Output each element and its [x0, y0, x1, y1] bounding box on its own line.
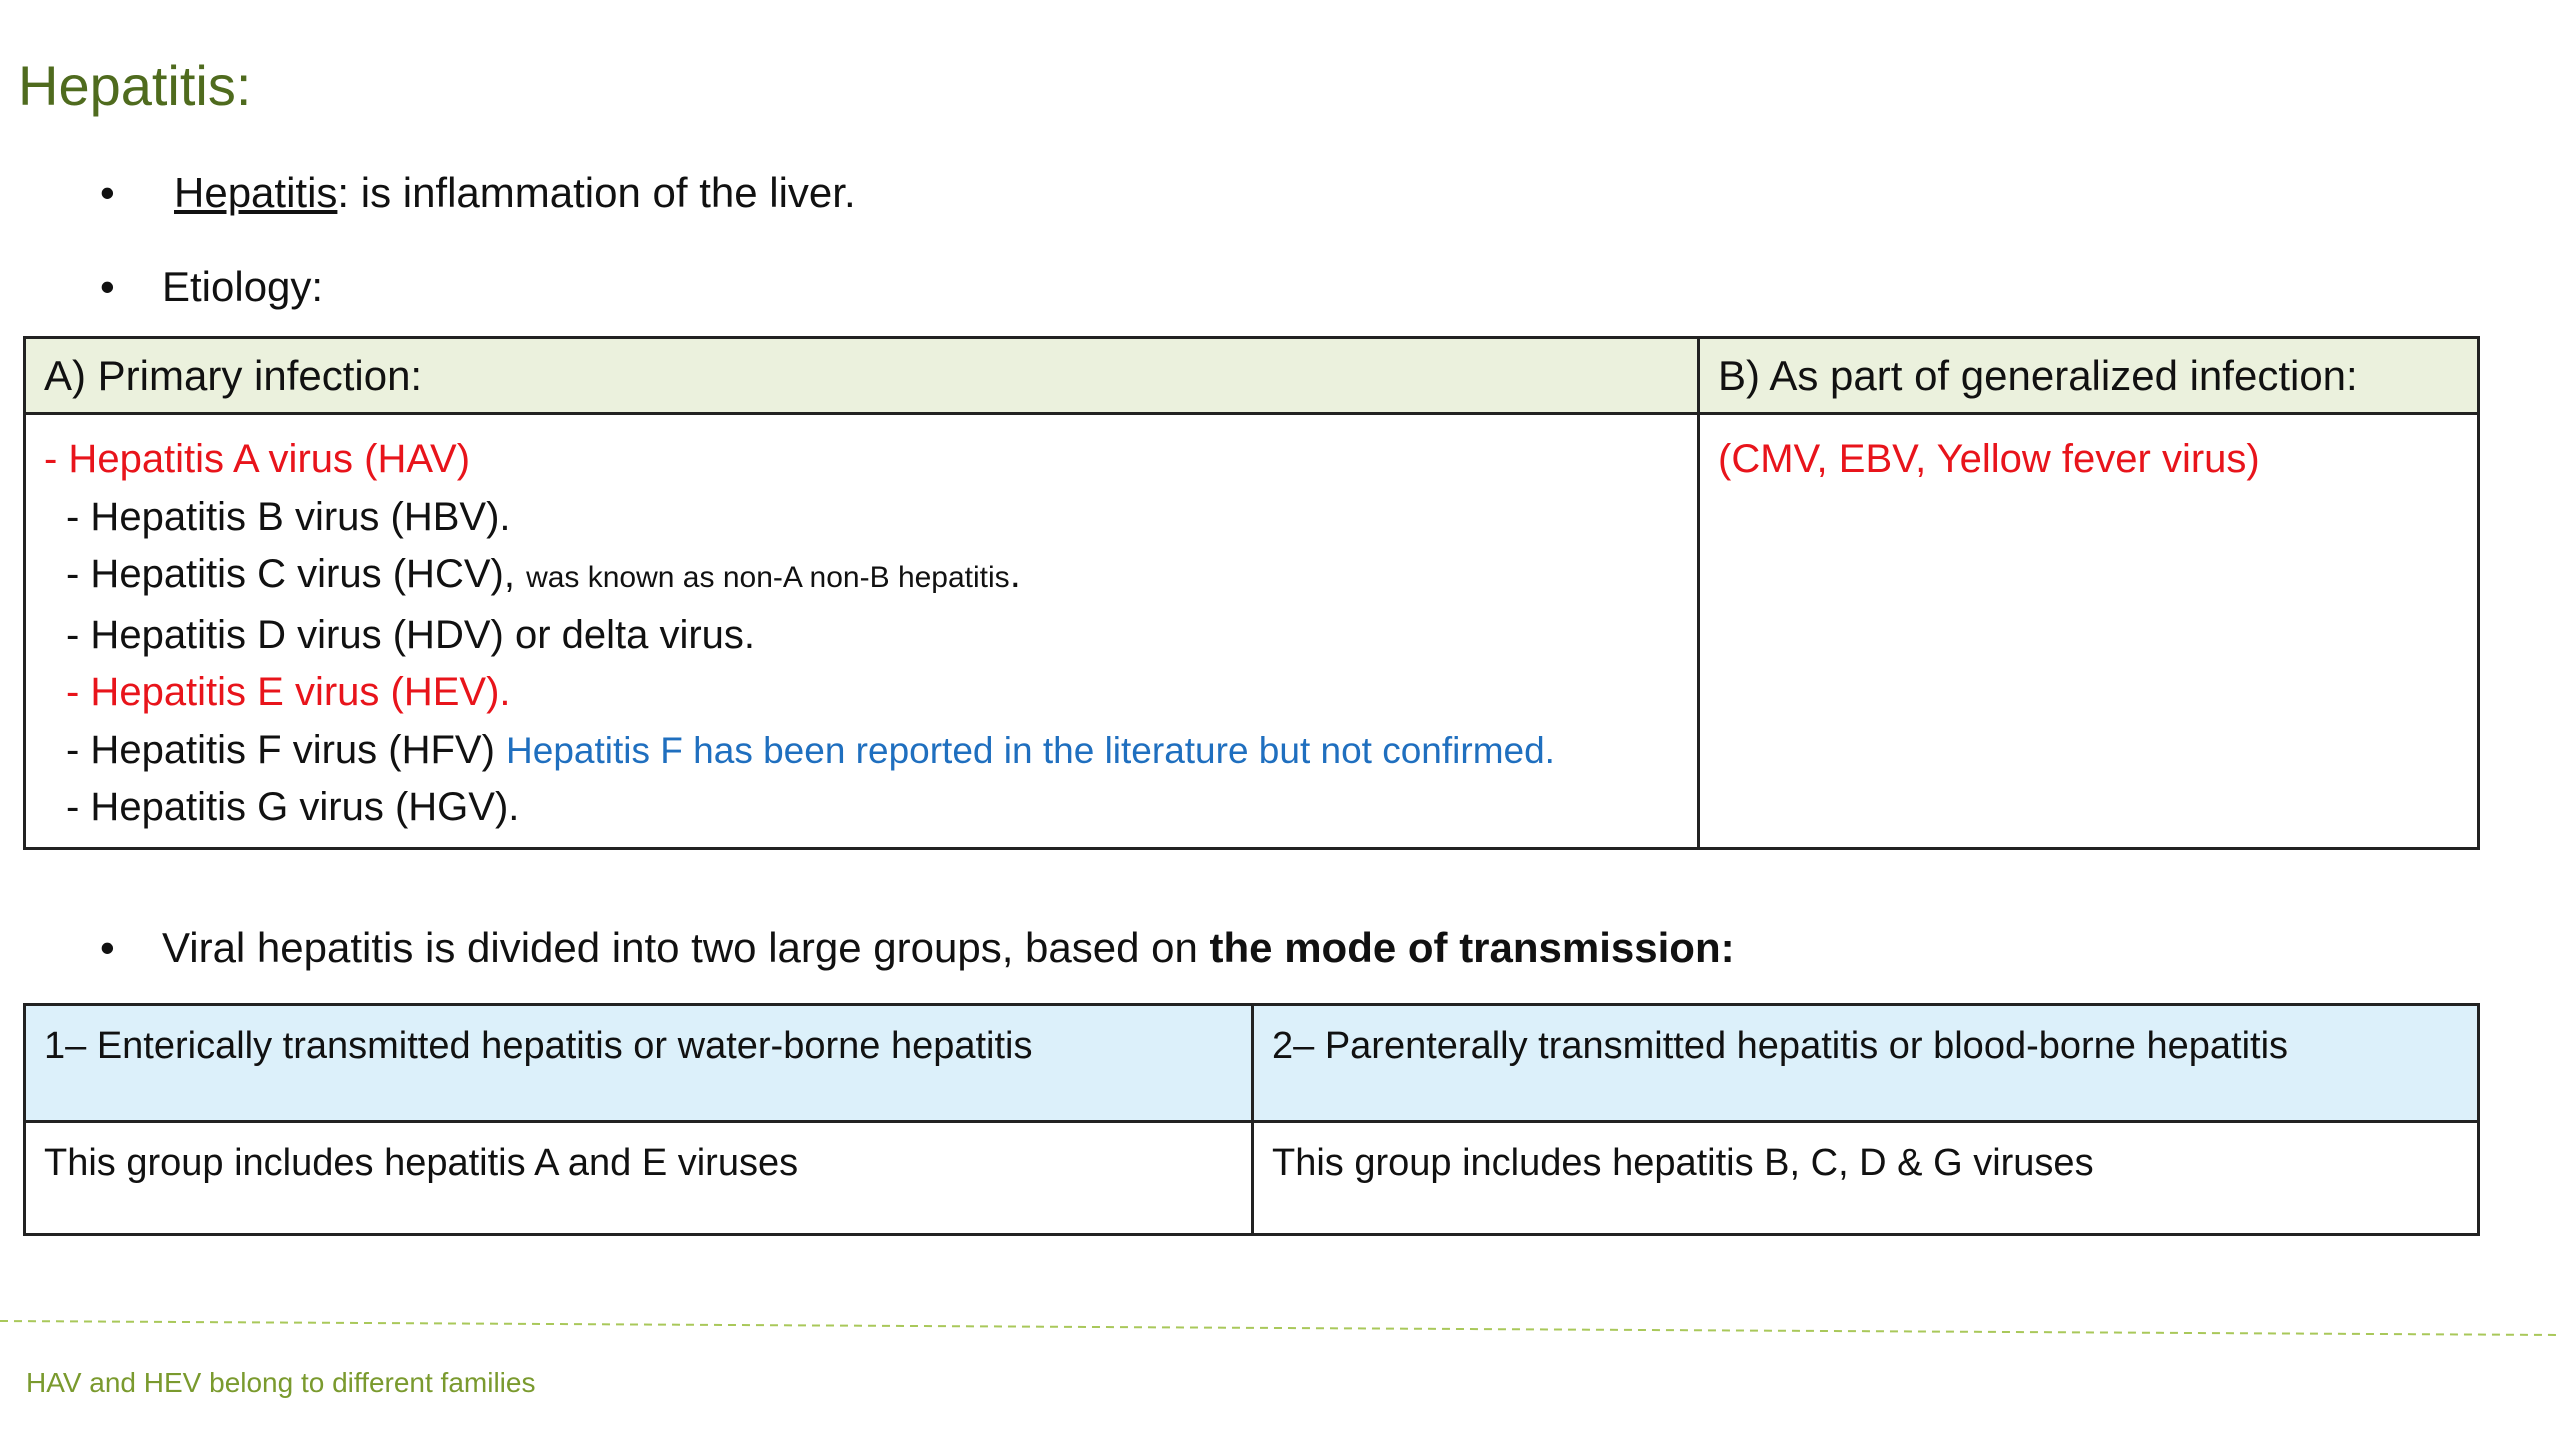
transmission-intro-text: Viral hepatitis is divided into two large groups, based on [162, 924, 1210, 971]
definition-text [174, 168, 856, 218]
slide-title: Hepatitis: [18, 54, 252, 117]
generalized-infection-viruses: (CMV, EBV, Yellow fever virus) [1718, 437, 2260, 481]
bullet-dot: • [100, 924, 115, 971]
virus-item-hcv-note: was known as non-A non-B hepatitis [526, 561, 1010, 594]
primary-infection-header: A) Primary infection: [25, 338, 1699, 414]
primary-infection-cell [25, 414, 1699, 849]
enteric-group-header: 1– Enterically transmitted hepatitis or water-borne hepatitis [25, 1005, 1253, 1122]
etiology-table [23, 336, 2480, 850]
generalized-infection-cell [1699, 414, 2479, 849]
virus-item-hcv-label: - Hepatitis C virus (HCV), [66, 552, 527, 596]
etiology-label: Etiology: [162, 263, 324, 310]
virus-item-hcv [44, 546, 1679, 607]
virus-item-hfv [44, 722, 1679, 780]
parenteral-group-cell: This group includes hepatitis B, C, D & G viruses [1253, 1122, 2479, 1235]
etiology-header-row [25, 338, 2479, 414]
transmission-table [23, 1003, 2480, 1236]
virus-item-hcv-end: . [1009, 552, 1021, 596]
transmission-header-row [25, 1005, 2479, 1122]
virus-item-hav: - Hepatitis A virus (HAV) [44, 437, 471, 481]
transmission-body-row [25, 1122, 2479, 1235]
virus-item-hfv-label: - Hepatitis F virus (HFV) [66, 727, 507, 772]
parenteral-group-header: 2– Parenterally transmitted hepatitis or blood-borne hepatitis [1253, 1005, 2479, 1122]
virus-item-hdv: - Hepatitis D virus (HDV) or delta virus. [66, 612, 756, 657]
bullet-dot: • [100, 169, 115, 216]
etiology-body-row [25, 414, 2479, 849]
footer-divider [0, 1318, 2560, 1338]
footer-note: HAV and HEV belong to different families [26, 1367, 536, 1398]
virus-item-hev: - Hepatitis E virus (HEV). [66, 670, 511, 714]
virus-item-hfv-note: Hepatitis F has been reported in the literature but not confirmed. [506, 729, 1555, 771]
bullet-dot: • [100, 263, 115, 310]
enteric-group-cell: This group includes hepatitis A and E viruses [25, 1122, 1253, 1235]
transmission-intro-bold: the mode of transmission: [1209, 924, 1735, 971]
transmission-intro [162, 923, 1735, 973]
definition-body: : is inflammation of the liver. [337, 169, 856, 216]
virus-item-hgv: - Hepatitis G virus (HGV). [66, 785, 520, 829]
virus-item-hbv: - Hepatitis B virus (HBV). [66, 494, 511, 539]
generalized-infection-header: B) As part of generalized infection: [1699, 338, 2479, 414]
definition-term: Hepatitis [174, 169, 338, 216]
